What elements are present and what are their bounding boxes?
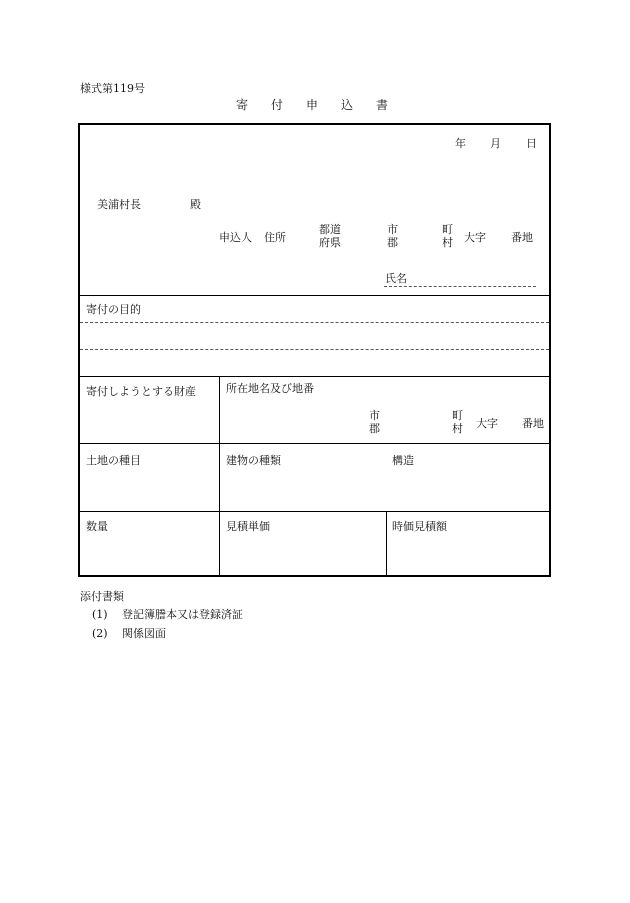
divider	[80, 511, 549, 512]
date-month-label: 月	[490, 137, 501, 150]
form-code: 様式第119号	[80, 82, 145, 95]
purpose-line-1	[80, 322, 549, 323]
building-type-label: 建物の種類	[226, 454, 281, 467]
date-year-label: 年	[455, 137, 466, 150]
land-type-label: 土地の種目	[86, 454, 141, 467]
property-city-district-label: 市 郡	[369, 409, 380, 435]
addressee-label: 美浦村長	[97, 198, 141, 211]
column-divider	[219, 376, 220, 577]
property-label: 寄付しようとする財産	[86, 385, 196, 398]
address-label: 住所	[264, 231, 286, 244]
column-divider	[386, 511, 387, 577]
prefecture-label: 都道 府県	[319, 223, 341, 249]
town-village-label: 町 村	[442, 223, 453, 249]
attachments-title: 添付書類	[80, 590, 124, 603]
attachment-number: (2)	[92, 627, 108, 640]
divider	[80, 443, 549, 444]
applicant-label: 申込人	[219, 231, 252, 244]
attachment-number: (1)	[92, 608, 108, 621]
property-town-village-label: 町 村	[452, 409, 463, 435]
property-banchi-label: 番地	[522, 417, 544, 430]
application-form	[78, 123, 551, 577]
date-day-label: 日	[526, 137, 537, 150]
banchi-label: 番地	[511, 231, 533, 244]
oaza-label: 大字	[464, 231, 486, 244]
purpose-line-2	[80, 349, 549, 350]
attachment-item: 関係図面	[122, 627, 166, 640]
document-title: 寄付申込書	[236, 98, 412, 112]
name-signature-line	[384, 286, 536, 287]
honorific-label: 殿	[190, 198, 201, 211]
market-value-label: 時価見積額	[392, 520, 447, 533]
attachment-item: 登記簿謄本又は登録済証	[122, 608, 243, 621]
property-oaza-label: 大字	[476, 417, 498, 430]
structure-label: 構造	[392, 454, 414, 467]
quantity-label: 数量	[86, 520, 108, 533]
unit-price-label: 見積単価	[226, 520, 270, 533]
divider	[80, 376, 549, 377]
divider	[80, 295, 549, 296]
city-district-label: 市 郡	[387, 223, 398, 249]
purpose-label: 寄付の目的	[86, 303, 141, 316]
location-label: 所在地名及び地番	[226, 382, 314, 395]
name-label: 氏名	[385, 272, 407, 285]
